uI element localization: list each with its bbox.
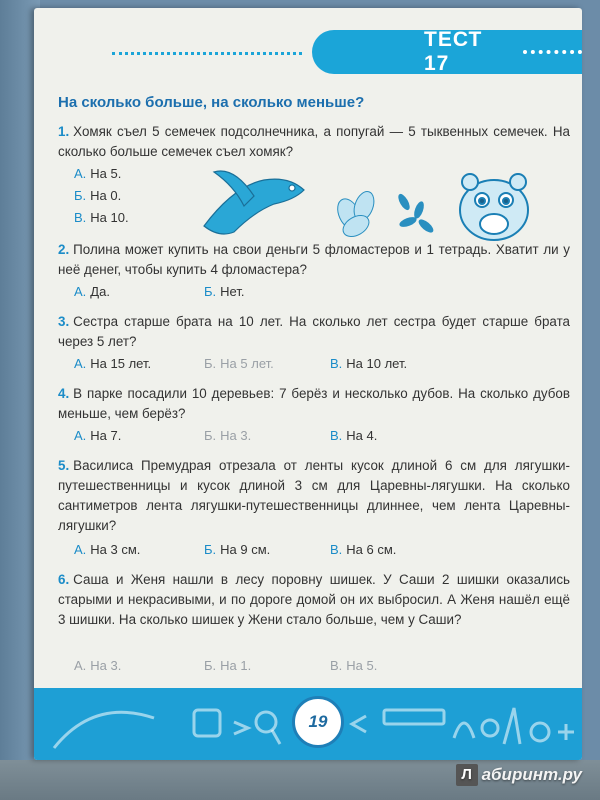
question-1-illustration bbox=[194, 166, 554, 242]
question-number: 3. bbox=[58, 314, 70, 329]
ruler-icon bbox=[384, 710, 444, 724]
section-title: На сколько больше, на сколько меньше? bbox=[58, 94, 365, 111]
option-c[interactable]: В. На 4. bbox=[330, 428, 378, 443]
plus-icon bbox=[558, 724, 574, 740]
option-c[interactable]: В. На 10 лет. bbox=[330, 356, 408, 371]
option-c[interactable]: В. На 6 см. bbox=[330, 542, 397, 557]
question-number: 4. bbox=[58, 386, 70, 401]
option-b[interactable]: Б. Нет. bbox=[204, 284, 245, 299]
option-b[interactable]: Б. На 0. bbox=[74, 188, 122, 203]
question-text: Саша и Женя нашли в лесу поровну шишек. У Саши 2 шишки оказались старыми и некрасивыми, и по дороге домой он их выбросил. А Женя нашёл ещё 3 шишки. На сколько шишек у Жени стало больше, чем у Саши? bbox=[58, 572, 570, 627]
question-number: 5. bbox=[58, 458, 70, 473]
option-b[interactable]: Б. На 3. bbox=[204, 428, 252, 443]
option-b[interactable]: Б. На 9 см. bbox=[204, 542, 271, 557]
test-title: ТЕСТ 17 bbox=[424, 28, 483, 75]
option-c[interactable]: В. На 5. bbox=[330, 658, 378, 673]
option-b[interactable]: Б. На 5 лет. bbox=[204, 356, 274, 371]
less-than-icon bbox=[352, 716, 366, 732]
option-a[interactable]: А. На 7. bbox=[74, 428, 122, 443]
question-number: 6. bbox=[58, 572, 70, 587]
question-3 bbox=[58, 312, 570, 352]
workbook-page bbox=[34, 8, 582, 760]
digit-twenty-icon bbox=[454, 723, 474, 738]
question-2 bbox=[58, 240, 570, 280]
question-text: В парке посадили 10 деревьев: 7 берёз и несколько дубов. На сколько дубов меньше, чем берёз? bbox=[58, 386, 570, 421]
page-number: 19 bbox=[292, 696, 344, 748]
question-text: Василиса Премудрая отрезала от ленты кусок длиной 6 см для лягушки-путешественницы и кусок длиной 3 см для Царевны-лягушки. На сколько сантиметров лента лягушки-путешественницы длиннее, чем лента Царевны-лягушки? bbox=[58, 458, 570, 533]
option-b[interactable]: Б. На 1. bbox=[204, 658, 252, 673]
question-1 bbox=[58, 122, 570, 162]
question-text: Сестра старше брата на 10 лет. На сколько лет сестра будет старше брата через 5 лет? bbox=[58, 314, 570, 349]
question-6 bbox=[58, 570, 570, 630]
greater-than-icon bbox=[234, 722, 248, 734]
magnifier-icon bbox=[256, 712, 276, 732]
question-number: 2. bbox=[58, 242, 70, 257]
labirint-logo-icon: Л bbox=[456, 764, 478, 786]
option-a[interactable]: А. Да. bbox=[74, 284, 110, 299]
apple-icon bbox=[531, 723, 549, 741]
labirint-watermark bbox=[456, 764, 582, 786]
sunflower-seeds-icon bbox=[396, 192, 435, 235]
header-dots-right bbox=[523, 50, 582, 54]
pumpkin-seeds-icon bbox=[333, 189, 377, 241]
watermark-text: абиринт.ру bbox=[481, 765, 582, 784]
question-4 bbox=[58, 384, 570, 424]
header-dots-left bbox=[112, 52, 302, 55]
parrot-icon bbox=[204, 171, 304, 234]
option-a[interactable]: А. На 3. bbox=[74, 658, 122, 673]
question-5 bbox=[58, 456, 570, 536]
option-a[interactable]: А. На 15 лет. bbox=[74, 356, 152, 371]
swirl-icon bbox=[54, 712, 154, 748]
question-text: Полина может купить на свои деньги 5 фломастеров и 1 тетрадь. Хватит ли у неё денег, чтобы купить 4 фломастера? bbox=[58, 242, 570, 277]
option-a[interactable]: А. На 5. bbox=[74, 166, 122, 181]
test-header bbox=[312, 30, 582, 74]
hamster-icon bbox=[460, 174, 528, 240]
digit-one-icon bbox=[504, 708, 520, 744]
puzzle-icon bbox=[194, 710, 220, 736]
question-text: Хомяк съел 5 семечек подсолнечника, а попугай — 5 тыквенных семечек. На сколько больше семечек съел хомяк? bbox=[58, 124, 570, 159]
question-number: 1. bbox=[58, 124, 70, 139]
option-a[interactable]: А. На 3 см. bbox=[74, 542, 141, 557]
option-c[interactable]: В. На 10. bbox=[74, 210, 129, 225]
